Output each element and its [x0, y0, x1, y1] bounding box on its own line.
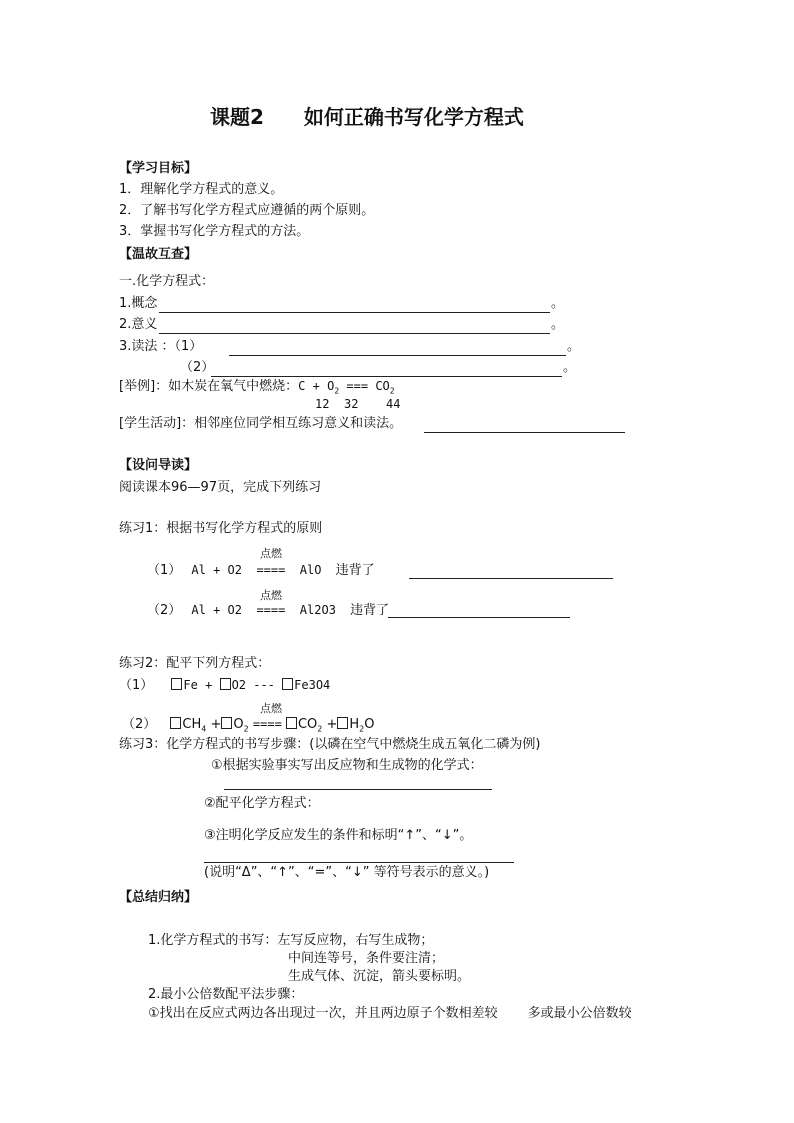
- exercise1-title: 练习1：根据书写化学方程式的原则: [119, 521, 323, 536]
- reading-label-2: （2）: [180, 360, 215, 375]
- step-3: ③注明化学反应发生的条件和标明“↑”、“↓”。: [204, 828, 473, 843]
- lesson-number: 课题2: [210, 105, 264, 129]
- summary-lcm-step: ①找出在反应式两边各出现过一次，并且两边原子个数相差较 多或最小公倍数较: [148, 1006, 632, 1021]
- mass-o2: 32: [344, 397, 359, 411]
- coef-box[interactable]: [221, 717, 232, 729]
- example-row: [119, 380, 395, 396]
- meaning-label: 2.意义: [119, 317, 158, 332]
- concept-period: 。: [551, 296, 565, 311]
- exercise1-item-1: （1） Al + O2 ==== AlO 违背了: [147, 563, 375, 578]
- coef-box[interactable]: [220, 678, 231, 690]
- reading-period-1: 。: [567, 339, 581, 354]
- mass-c: 12: [315, 397, 330, 411]
- meaning-blank[interactable]: [159, 333, 550, 334]
- coef-box[interactable]: [170, 717, 181, 729]
- goal-item-2: 2．了解书写化学方程式应遵循的两个原则。: [119, 203, 375, 218]
- mass-co2: 44: [386, 397, 401, 411]
- symbol-note: (说明“Δ”、“↑”、“=”、“↓” 等符号表示的意义。): [204, 865, 490, 880]
- summary-lcm-title: 2.最小公倍数配平法步骤：: [148, 987, 304, 1002]
- goals-header: 【学习目标】: [119, 161, 198, 176]
- exercise1-blank-1[interactable]: [409, 578, 613, 579]
- goal-item-1: 1．理解化学方程式的意义。: [119, 182, 284, 197]
- coef-box[interactable]: [282, 678, 293, 690]
- concept-blank[interactable]: [159, 312, 550, 313]
- exercise3-title: 练习3：化学方程式的书写步骤：(以磷在空气中燃烧生成五氧化二磷为例): [119, 737, 541, 752]
- reading-label: 3.读法 ：（1）: [119, 339, 203, 354]
- summary-header: 【总结归纳】: [119, 890, 198, 905]
- condition-label-1: 点燃: [260, 547, 282, 560]
- concept-label: 1.概念: [119, 296, 158, 311]
- condition-label-3: 点燃: [260, 702, 282, 715]
- summary-line-1: 1.化学方程式的书写：左写反应物，右写生成物；: [148, 933, 434, 948]
- goal-item-3: 3．掌握书写化学方程式的方法。: [119, 224, 310, 239]
- step-1-blank[interactable]: [224, 789, 492, 790]
- exercise2-item-2: （2） $CH_4 + O_2$ ==== $CO_2 + H_2O$: [122, 717, 375, 734]
- coef-box[interactable]: [171, 678, 182, 690]
- review-subtitle: 一.化学方程式：: [119, 274, 215, 289]
- reading-blank-1[interactable]: [229, 355, 566, 356]
- coef-box[interactable]: [286, 717, 297, 729]
- reading-blank-2[interactable]: [211, 376, 562, 377]
- activity-blank[interactable]: [424, 432, 625, 433]
- step-3-blank[interactable]: [204, 862, 514, 863]
- page-title: [210, 106, 524, 129]
- lesson-name: 如何正确书写化学方程式: [303, 105, 524, 129]
- summary-line-3: 生成气体、沉淀，箭头要标明。: [288, 969, 471, 984]
- step-2: ②配平化学方程式：: [204, 796, 320, 811]
- coef-box[interactable]: [337, 717, 348, 729]
- step-1: ①根据实验事实写出反应物和生成物的化学式：: [211, 758, 483, 773]
- example-label: [举例]：如木炭在氧气中燃烧：: [119, 379, 299, 394]
- guide-intro: 阅读课本96—97页，完成下列练习: [119, 480, 322, 495]
- reading-period-2: 。: [563, 360, 577, 375]
- meaning-period: 。: [551, 317, 565, 332]
- example-equation: $C + O_2$ === $CO_2$: [298, 379, 395, 396]
- exercise2-item-1: （1） Fe + O2 --- Fe3O4: [119, 678, 331, 693]
- condition-label-2: 点燃: [260, 589, 282, 602]
- exercise2-title: 练习2：配平下列方程式：: [119, 656, 271, 671]
- review-header: 【温故互查】: [119, 247, 198, 262]
- student-activity: [学生活动]：相邻座位同学相互练习意义和读法。: [119, 416, 403, 431]
- exercise1-item-2: （2） Al + O2 ==== Al2O3 违背了: [147, 603, 390, 618]
- summary-line-2: 中间连等号，条件要注清；: [288, 951, 445, 966]
- exercise1-blank-2[interactable]: [388, 617, 570, 618]
- guide-header: 【设问导读】: [119, 458, 198, 473]
